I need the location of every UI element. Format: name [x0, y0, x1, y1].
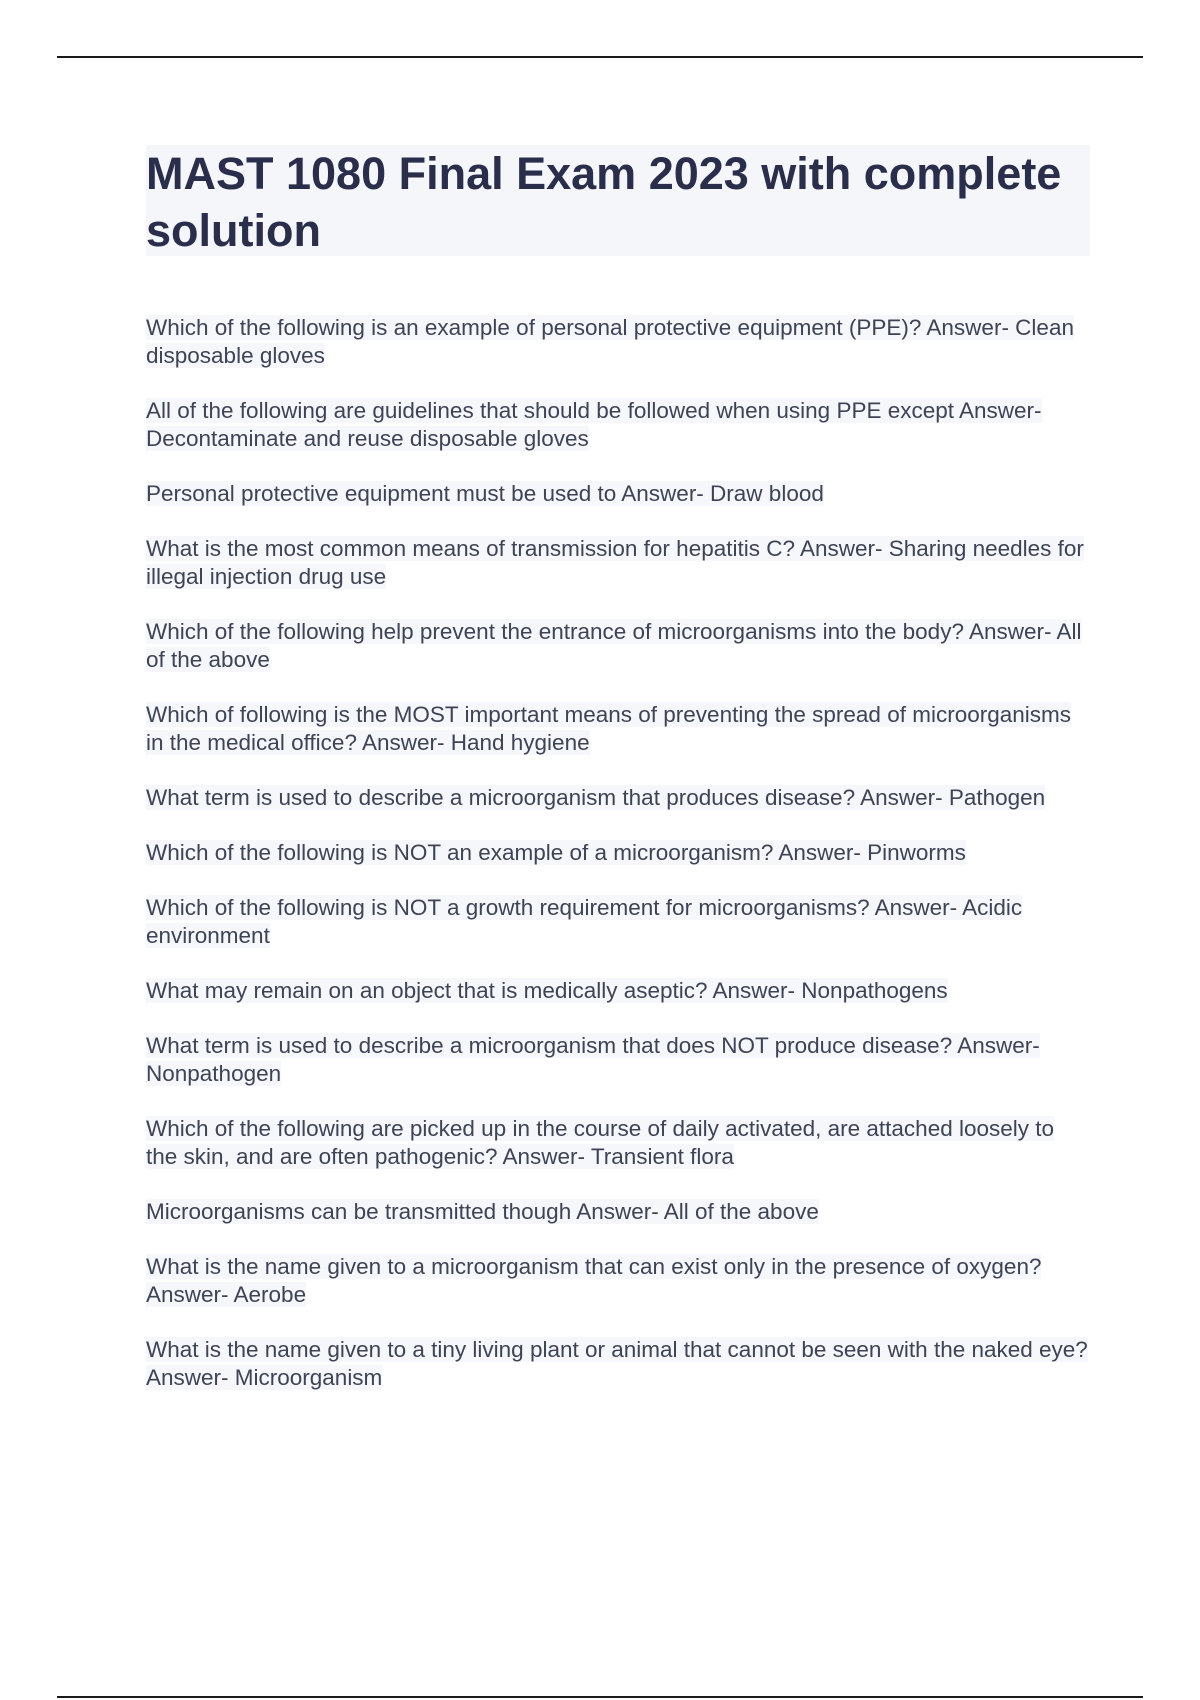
- qa-list: [146, 314, 1090, 1392]
- title-block: [146, 145, 1090, 256]
- bottom-rule: [57, 1696, 1143, 1698]
- qa-item: [146, 314, 1090, 370]
- qa-text: Which of the following are picked up in the course of daily activated, are attached loosely to the skin, and are often pathogenic? Answer- Transient flora: [146, 1116, 1055, 1169]
- qa-item: [146, 397, 1090, 453]
- qa-item: [146, 784, 1090, 812]
- qa-text: All of the following are guidelines that should be followed when using PPE except Answer- Decontaminate and reuse disposable gloves: [146, 398, 1042, 451]
- qa-item: [146, 1032, 1090, 1088]
- qa-item: [146, 480, 1090, 508]
- document-body: [146, 145, 1090, 1419]
- page-title: MAST 1080 Final Exam 2023 with complete solution: [146, 148, 1062, 256]
- qa-text: What is the most common means of transmission for hepatitis C? Answer- Sharing needles for illegal injection drug use: [146, 536, 1084, 589]
- qa-text: What term is used to describe a microorganism that produces disease? Answer- Pathogen: [146, 785, 1046, 810]
- qa-text: Which of the following help prevent the entrance of microorganisms into the body? Answer- All of the above: [146, 619, 1082, 672]
- qa-text: Which of the following is NOT an example of a microorganism? Answer- Pinworms: [146, 840, 966, 865]
- qa-item: [146, 535, 1090, 591]
- qa-item: [146, 1115, 1090, 1171]
- qa-text: What is the name given to a microorganism that can exist only in the presence of oxygen? Answer- Aerobe: [146, 1254, 1042, 1307]
- qa-text: Which of the following is NOT a growth requirement for microorganisms? Answer- Acidic environment: [146, 895, 1023, 948]
- qa-item: [146, 894, 1090, 950]
- qa-item: [146, 1336, 1090, 1392]
- qa-text: What term is used to describe a microorganism that does NOT produce disease? Answer- Nonpathogen: [146, 1033, 1040, 1086]
- qa-text: Which of following is the MOST important means of preventing the spread of microorganisms in the medical office? Answer- Hand hygiene: [146, 702, 1071, 755]
- qa-item: [146, 977, 1090, 1005]
- qa-item: [146, 1253, 1090, 1309]
- qa-item: [146, 839, 1090, 867]
- qa-text: What may remain on an object that is medically aseptic? Answer- Nonpathogens: [146, 978, 948, 1003]
- qa-text: Microorganisms can be transmitted though Answer- All of the above: [146, 1199, 819, 1224]
- qa-item: [146, 618, 1090, 674]
- qa-text: What is the name given to a tiny living plant or animal that cannot be seen with the naked eye? Answer- Microorganism: [146, 1337, 1088, 1390]
- qa-text: Personal protective equipment must be used to Answer- Draw blood: [146, 481, 824, 506]
- qa-text: Which of the following is an example of personal protective equipment (PPE)? Answer- Clean disposable gloves: [146, 315, 1074, 368]
- qa-item: [146, 701, 1090, 757]
- top-rule: [57, 56, 1143, 58]
- qa-item: [146, 1198, 1090, 1226]
